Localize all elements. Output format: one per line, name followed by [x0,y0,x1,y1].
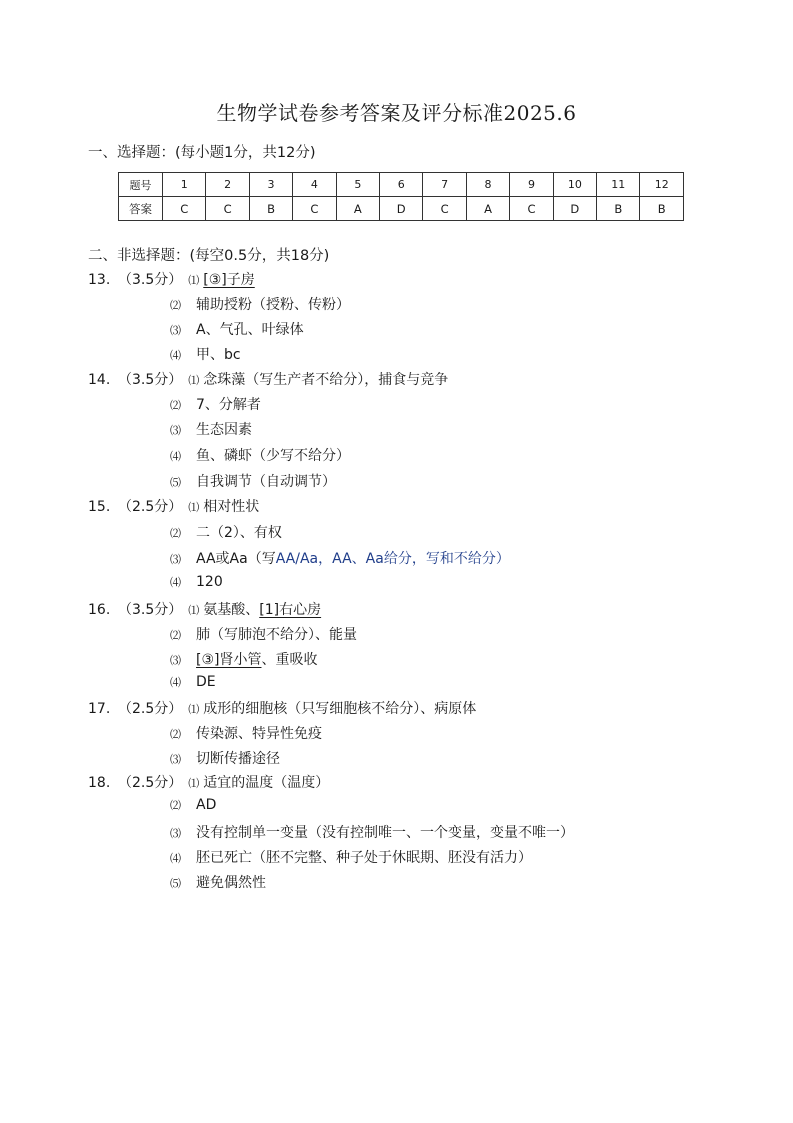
part-number: ⑵ [170,399,181,412]
table-cell: C [293,197,336,221]
answer-text: 肺（写肺泡不给分）、能量 [196,627,357,643]
table-row-answers [119,197,684,221]
table-cell: A [466,197,509,221]
question-18-line-1 [88,772,329,792]
part-number: ⑴ [188,703,200,716]
table-cell: D [553,197,596,221]
answer-text: AA或Aa（写 [196,551,276,567]
table-cell: 10 [553,173,596,197]
row-label-numbers: 题号 [119,173,163,197]
answer-text: 自我调节（自动调节） [196,474,336,490]
part-number: ⑴ [188,777,200,790]
question-number: 13. [88,272,111,288]
part-number: ⑸ [170,877,181,890]
question-14-line-4 [170,445,350,465]
answer-text: 避免偶然性 [196,875,266,891]
question-13-line-4 [170,344,241,364]
part-number: ⑴ [188,604,200,617]
choice-answer-table [118,172,684,221]
table-cell: 8 [466,173,509,197]
table-row-numbers [119,173,684,197]
question-17-line-3 [170,748,280,768]
table-cell: 11 [597,173,640,197]
table-cell: C [163,197,206,221]
part-number: ⑴ [188,501,200,514]
table-cell: C [423,197,466,221]
answer-text: 适宜的温度（温度） [203,775,330,791]
table-cell: 5 [336,173,379,197]
question-18-line-4 [170,847,532,867]
part-number: ⑵ [170,299,181,312]
table-cell: 9 [510,173,553,197]
answer-text: DE [196,674,216,690]
question-14-line-1 [88,369,448,389]
question-number: 18. [88,775,111,791]
page-title: 生物学试卷参考答案及评分标准2025.6 [216,101,577,125]
answer-text: 甲、bc [196,347,241,363]
answer-text: 鱼、磷虾（少写不给分） [196,448,350,464]
table-cell: B [640,197,684,221]
table-cell: B [249,197,292,221]
answer-note: AA/Aa，AA、Aa给分，写和不给分） [275,551,510,567]
part-number: ⑷ [170,450,181,463]
question-score: （2.5分） [118,499,183,515]
answer-text: A、气孔、叶绿体 [196,322,304,338]
answer-text: 胚已死亡（胚不完整、种子处于休眠期、胚没有活力） [196,850,532,866]
question-16-line-4 [170,674,216,690]
table-cell: 1 [163,173,206,197]
part-number: ⑴ [188,374,200,387]
table-cell: D [380,197,423,221]
answer-text: 氨基酸、 [203,602,260,618]
question-14-line-3 [170,419,252,439]
part-number: ⑶ [170,324,181,337]
answer-text: 120 [196,574,223,590]
question-16-line-2 [170,624,357,644]
answer-text: 传染源、特异性免疫 [196,726,322,742]
question-16-line-1 [88,599,321,619]
question-14-line-2 [170,394,261,414]
table-cell: 4 [293,173,336,197]
table-cell: 6 [380,173,423,197]
table-cell: 2 [206,173,249,197]
table-cell: C [510,197,553,221]
question-score: （3.5分） [118,602,183,618]
answer-text: 二（2）、有权 [196,525,282,541]
table-cell: 12 [640,173,684,197]
question-18-line-3 [170,822,574,842]
answer-text: AD [196,797,217,813]
part-number: ⑸ [170,476,181,489]
question-score: （2.5分） [118,701,183,717]
question-15-line-4 [170,574,223,590]
row-label-answers: 答案 [119,197,163,221]
part-number: ⑷ [170,852,181,865]
part-number: ⑶ [170,654,181,667]
part-number: ⑶ [170,553,181,566]
part-number: ⑶ [170,827,181,840]
answer-text: 没有控制单一变量（没有控制唯一、一个变量，变量不唯一） [196,825,574,841]
question-number: 16. [88,602,111,618]
answer-text: 辅助授粉（授粉、传粉） [196,297,350,313]
part-number: ⑷ [170,349,181,362]
answer-text: 切断传播途径 [196,751,280,767]
part-number: ⑵ [170,799,181,812]
part-number: ⑴ [188,274,200,287]
question-number: 17. [88,701,111,717]
answer-text: 7、分解者 [196,397,261,413]
part-number: ⑵ [170,629,181,642]
question-16-line-3 [170,649,317,669]
question-14-line-5 [170,471,336,491]
question-score: （3.5分） [118,272,183,288]
question-13-line-1 [88,269,255,289]
question-13-line-2 [170,294,350,314]
part-number: ⑵ [170,728,181,741]
table-cell: B [597,197,640,221]
answer-text: 相对性状 [203,499,260,515]
answer-text: 念珠藻（写生产者不给分），捕食与竞争 [203,372,449,388]
question-17-line-1 [88,698,476,718]
table-cell: 7 [423,173,466,197]
table-cell: A [336,197,379,221]
answer-text: 生态因素 [196,422,252,438]
question-18-line-5 [170,872,266,892]
question-18-line-2 [170,797,216,813]
part-number: ⑶ [170,753,181,766]
section2-heading: 二、非选择题：(每空0.5分，共18分) [88,248,330,264]
answer-text-underlined: [1]右心房 [259,602,322,618]
part-number: ⑷ [170,676,181,689]
part-number: ⑵ [170,527,181,540]
table-cell: 3 [249,173,292,197]
question-score: （3.5分） [118,372,183,388]
answer-text: [③]子房 [203,272,255,288]
section1-heading: 一、选择题：(每小题1分，共12分) [88,145,316,161]
question-score: （2.5分） [118,775,183,791]
question-15-line-3 [170,548,510,568]
table-cell: C [206,197,249,221]
question-15-line-2 [170,522,282,542]
question-number: 15. [88,499,111,515]
answer-text-underlined: [③]肾小管 [196,652,262,668]
part-number: ⑷ [170,576,181,589]
question-15-line-1 [88,496,259,516]
question-13-line-3 [170,319,304,339]
answer-text: 成形的细胞核（只写细胞核不给分）、病原体 [203,701,477,717]
part-number: ⑶ [170,424,181,437]
answer-text: 、重吸收 [261,652,318,668]
question-number: 14. [88,372,111,388]
question-17-line-2 [170,723,322,743]
